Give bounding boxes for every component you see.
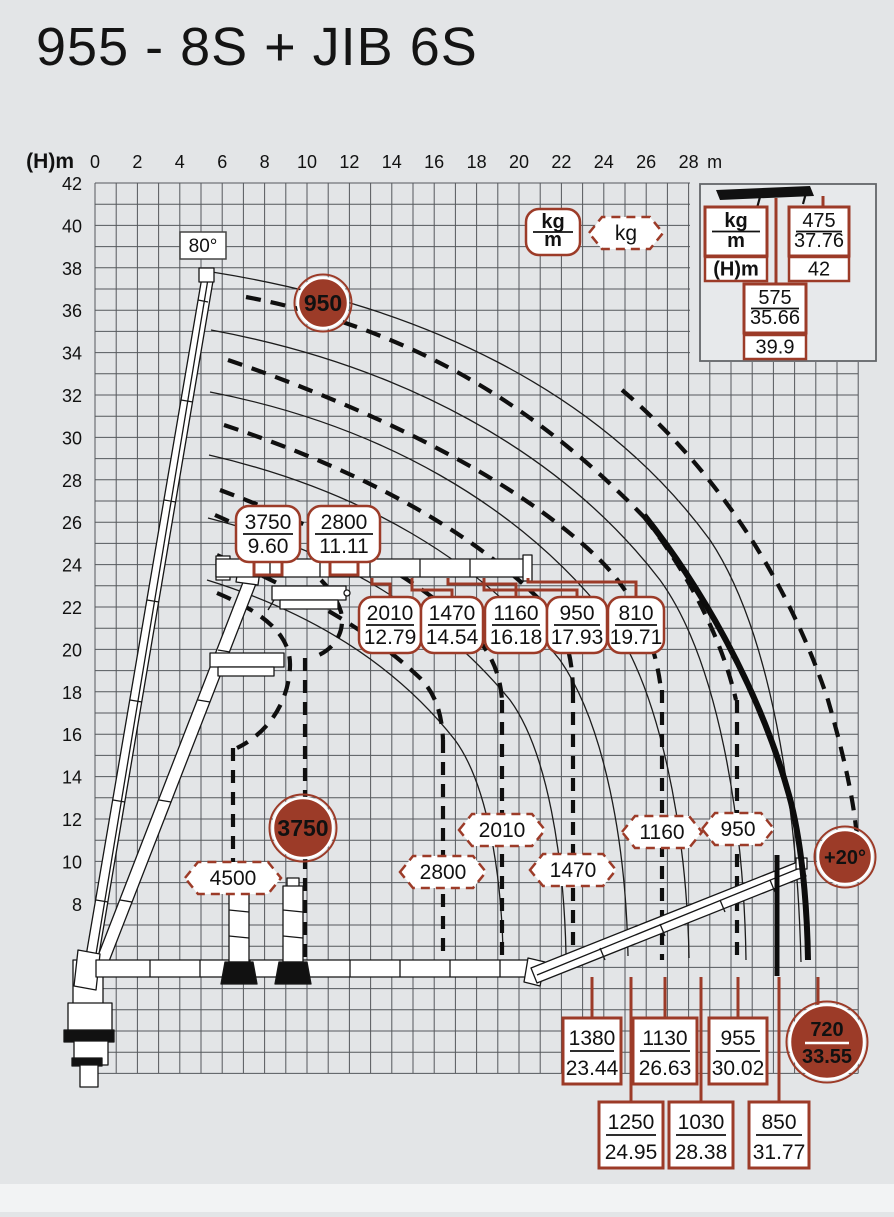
callout-reach-value: 37.76: [793, 230, 845, 252]
chart-labels: [26, 150, 876, 1168]
callout-load-value: 950: [559, 601, 595, 625]
badge-value: 950: [303, 290, 343, 316]
y-tick-label: 18: [61, 682, 82, 703]
badge-value: 3750: [277, 815, 329, 841]
page-title: 955 - 8S + JIB 6S: [36, 17, 478, 77]
x-tick-label: 22: [551, 152, 572, 172]
callout-load-value: kg: [724, 210, 748, 233]
x-tick-label: 16: [424, 152, 445, 172]
x-tick-label: 20: [508, 152, 530, 172]
x-axis-unit: m: [707, 152, 723, 172]
callout-load-value: 1380: [568, 1027, 616, 1051]
callout-reach-value: 28.38: [674, 1141, 728, 1164]
badge-load-value: 720: [810, 1019, 844, 1041]
x-tick-label: 12: [339, 152, 360, 172]
y-tick-label: 28: [61, 470, 82, 491]
x-tick-label: 14: [381, 152, 402, 172]
value-text: 39.9: [755, 336, 795, 359]
value-text: 42: [807, 258, 831, 281]
callout-load-value: 955: [720, 1027, 756, 1051]
y-tick-label: 24: [61, 555, 82, 576]
callout-load-value: 1250: [607, 1111, 655, 1135]
hexagon-value: 1470: [549, 859, 597, 882]
callout-load-value: 1470: [428, 601, 476, 625]
callout-load-value: 1160: [493, 601, 539, 625]
callout-reach-value: m: [544, 229, 562, 251]
y-tick-label: 26: [61, 513, 82, 534]
hexagon-value: 950: [720, 818, 756, 841]
x-tick-label: 18: [466, 152, 487, 172]
badge-value: +20°: [824, 847, 866, 869]
y-tick-label: 30: [61, 428, 82, 449]
red-connector: [448, 578, 516, 597]
callout-load-value: 575: [758, 287, 792, 310]
x-tick-label: 6: [217, 152, 228, 172]
callout-reach-value: 26.63: [638, 1057, 692, 1080]
callout-reach-value: 31.77: [752, 1141, 806, 1164]
y-tick-label: 38: [61, 258, 82, 279]
x-tick-label: 2: [132, 152, 143, 172]
callout-reach-value: 24.95: [604, 1141, 658, 1164]
callout-reach-value: 11.11: [319, 535, 369, 558]
y-tick-label: 20: [61, 640, 82, 661]
boom-angle-value: 80°: [188, 236, 218, 257]
y-axis-label: (H)m: [26, 150, 74, 173]
callout-reach-value: 12.79: [363, 626, 417, 649]
x-tick-label: 0: [89, 152, 101, 172]
x-tick-label: 8: [259, 152, 270, 172]
callout-reach-value: 14.54: [425, 626, 479, 649]
y-tick-label: 16: [61, 725, 82, 746]
callout-reach-value: 30.02: [711, 1057, 765, 1080]
x-tick-label: 24: [593, 152, 614, 172]
callout-load-value: kg: [541, 210, 565, 233]
x-tick-label: 28: [678, 152, 699, 172]
callout-load-value: 1130: [642, 1027, 688, 1051]
x-tick-label: 4: [174, 152, 185, 172]
callout-load-value: 850: [761, 1111, 797, 1135]
badge-reach-value: 33.55: [801, 1046, 853, 1068]
callout-load-value: 3750: [244, 510, 292, 534]
hexagon-value: 2010: [478, 819, 526, 842]
y-tick-label: 22: [61, 598, 82, 618]
callout-load-value: 810: [618, 601, 654, 625]
callout-reach-value: 16.18: [489, 626, 543, 649]
y-tick-label: 40: [61, 216, 82, 237]
red-connector: [372, 578, 390, 597]
callout-load-value: 475: [802, 210, 836, 233]
callout-reach-value: 35.66: [749, 307, 801, 329]
value-text: (H)m: [713, 258, 759, 281]
callout-reach-value: 19.71: [609, 626, 663, 649]
callout-load-value: 2800: [320, 510, 368, 534]
hexagon-value: 2800: [419, 861, 467, 884]
callout-reach-value: m: [727, 230, 745, 252]
callout-reach-value: 9.60: [247, 535, 289, 558]
y-tick-label: 34: [61, 343, 82, 364]
red-connector: [412, 578, 452, 597]
x-tick-label: 26: [636, 152, 657, 172]
bottom-strip: [0, 1184, 894, 1212]
callout-reach-value: 23.44: [565, 1057, 619, 1080]
y-tick-label: 12: [61, 810, 82, 830]
x-tick-label: 10: [296, 152, 318, 172]
hexagon-value: 1160: [639, 821, 685, 844]
y-tick-label: 36: [61, 301, 82, 322]
y-tick-label: 8: [71, 894, 82, 915]
callout-load-value: 2010: [366, 601, 414, 625]
hexagon-value: 4500: [209, 867, 257, 890]
callout-reach-value: 17.93: [550, 626, 604, 649]
hexagon-value: kg: [614, 222, 638, 245]
y-tick-label: 32: [61, 386, 82, 406]
y-tick-label: 42: [61, 174, 82, 194]
y-tick-label: 14: [61, 767, 82, 788]
y-tick-label: 10: [61, 852, 82, 873]
callout-load-value: 1030: [677, 1111, 725, 1135]
